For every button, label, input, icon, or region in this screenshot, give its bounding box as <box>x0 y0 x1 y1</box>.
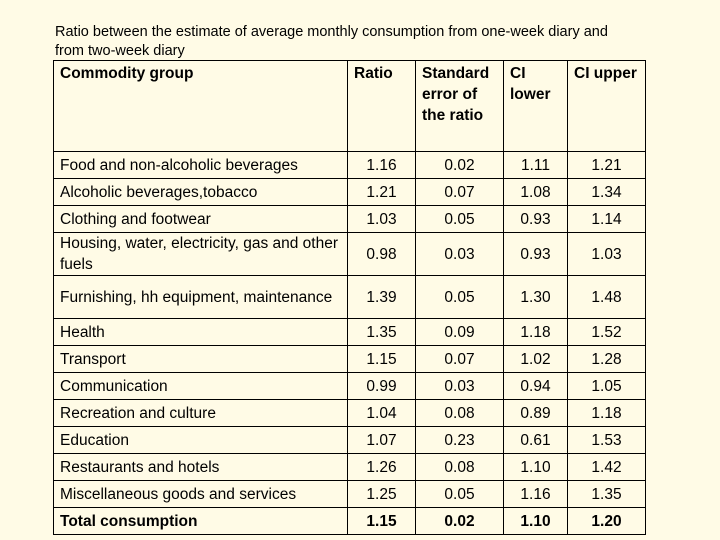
row-ci-lower: 1.10 <box>504 454 568 481</box>
row-ci-lower: 1.11 <box>504 152 568 179</box>
total-row <box>54 508 646 535</box>
row-ratio: 1.03 <box>348 206 416 233</box>
row-ratio: 1.21 <box>348 179 416 206</box>
header-ci-upper: CI upper <box>568 61 646 152</box>
table-row <box>54 427 646 454</box>
row-group: Miscellaneous goods and services <box>54 481 348 508</box>
row-ratio: 1.35 <box>348 319 416 346</box>
row-ci-lower: 1.10 <box>504 508 568 535</box>
row-se: 0.02 <box>416 508 504 535</box>
table-row <box>54 454 646 481</box>
table-row <box>54 400 646 427</box>
row-ci-upper: 1.21 <box>568 152 646 179</box>
row-group: Total consumption <box>54 508 348 535</box>
table-row <box>54 152 646 179</box>
row-ci-lower: 0.94 <box>504 373 568 400</box>
header-row <box>54 61 646 152</box>
row-ratio: 0.99 <box>348 373 416 400</box>
row-ci-lower: 1.08 <box>504 179 568 206</box>
header-ratio: Ratio <box>348 61 416 152</box>
row-group: Food and non-alcoholic beverages <box>54 152 348 179</box>
row-ci-upper: 1.52 <box>568 319 646 346</box>
row-group: Recreation and culture <box>54 400 348 427</box>
row-ci-lower: 0.93 <box>504 206 568 233</box>
row-ratio: 1.39 <box>348 276 416 319</box>
row-ratio: 0.98 <box>348 233 416 276</box>
table-row <box>54 346 646 373</box>
row-se: 0.05 <box>416 206 504 233</box>
row-group: Education <box>54 427 348 454</box>
row-se: 0.07 <box>416 346 504 373</box>
header-commodity-group: Commodity group <box>54 61 348 152</box>
row-group: Furnishing, hh equipment, maintenance <box>54 276 348 319</box>
ratio-table <box>53 60 645 530</box>
row-group: Communication <box>54 373 348 400</box>
row-group: Transport <box>54 346 348 373</box>
row-group: Housing, water, electricity, gas and other fuels <box>54 233 348 276</box>
row-se: 0.23 <box>416 427 504 454</box>
row-ci-upper: 1.48 <box>568 276 646 319</box>
table-caption: Ratio between the estimate of average monthly consumption from one-week diary and from two-week diary <box>55 24 608 59</box>
row-se: 0.08 <box>416 454 504 481</box>
row-ci-upper: 1.14 <box>568 206 646 233</box>
row-group: Health <box>54 319 348 346</box>
row-group: Alcoholic beverages,tobacco <box>54 179 348 206</box>
table-row <box>54 373 646 400</box>
table-row <box>54 206 646 233</box>
row-ci-upper: 1.20 <box>568 508 646 535</box>
row-ratio: 1.25 <box>348 481 416 508</box>
row-ratio: 1.04 <box>348 400 416 427</box>
row-ratio: 1.15 <box>348 346 416 373</box>
table-row <box>54 179 646 206</box>
table-row <box>54 233 646 276</box>
table-row <box>54 276 646 319</box>
row-ratio: 1.26 <box>348 454 416 481</box>
row-group: Clothing and footwear <box>54 206 348 233</box>
row-ci-upper: 1.34 <box>568 179 646 206</box>
row-ci-lower: 0.93 <box>504 233 568 276</box>
row-ratio: 1.15 <box>348 508 416 535</box>
row-ci-upper: 1.05 <box>568 373 646 400</box>
row-ci-lower: 1.16 <box>504 481 568 508</box>
row-se: 0.07 <box>416 179 504 206</box>
header-ci-lower: CI lower <box>504 61 568 152</box>
row-ci-upper: 1.42 <box>568 454 646 481</box>
row-se: 0.05 <box>416 276 504 319</box>
row-ci-lower: 0.89 <box>504 400 568 427</box>
row-se: 0.02 <box>416 152 504 179</box>
row-se: 0.03 <box>416 373 504 400</box>
row-group: Restaurants and hotels <box>54 454 348 481</box>
row-ci-upper: 1.35 <box>568 481 646 508</box>
row-se: 0.09 <box>416 319 504 346</box>
row-se: 0.03 <box>416 233 504 276</box>
row-ci-lower: 1.02 <box>504 346 568 373</box>
row-se: 0.08 <box>416 400 504 427</box>
header-standard-error: Standard error of the ratio <box>416 61 504 152</box>
row-ratio: 1.16 <box>348 152 416 179</box>
table-row <box>54 319 646 346</box>
row-ci-lower: 1.30 <box>504 276 568 319</box>
row-ci-upper: 1.53 <box>568 427 646 454</box>
row-se: 0.05 <box>416 481 504 508</box>
row-ci-upper: 1.18 <box>568 400 646 427</box>
table-row <box>54 481 646 508</box>
row-ci-lower: 1.18 <box>504 319 568 346</box>
row-ci-upper: 1.28 <box>568 346 646 373</box>
row-ratio: 1.07 <box>348 427 416 454</box>
row-ci-upper: 1.03 <box>568 233 646 276</box>
row-ci-lower: 0.61 <box>504 427 568 454</box>
